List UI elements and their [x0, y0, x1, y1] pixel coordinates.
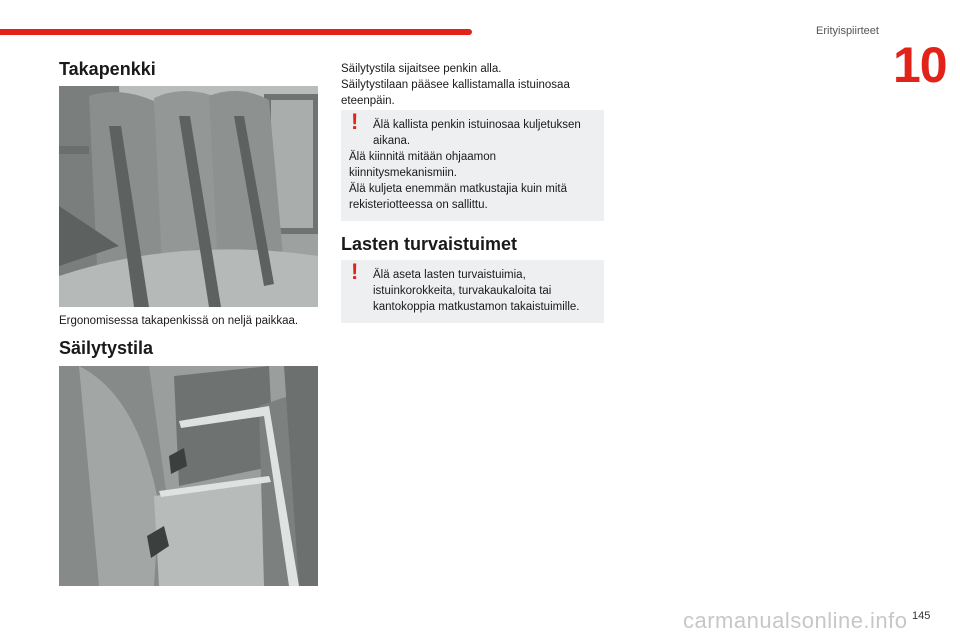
rear-seat-illustration [59, 86, 318, 307]
rear-seat-caption: Ergonomisessa takapenkissä on neljä paikkaa. [59, 315, 299, 327]
warning-line: Älä kallista penkin istuinosaa kuljetuksen aikana. [373, 119, 581, 147]
watermark: carmanualsonline.info [683, 608, 908, 633]
chapter-number: 10 [893, 37, 947, 93]
page-number: 145 [912, 610, 931, 622]
warning-box-storage [341, 110, 604, 221]
warning-box-child-seats [341, 260, 604, 323]
header-accent-bar [0, 29, 472, 35]
section-label: Erityispiirteet [816, 25, 879, 37]
heading-storage: Säilytystila [59, 338, 154, 358]
warning-line: Älä kuljeta enemmän matkustajia kuin mitä rekisteriotteessa on sallittu. [349, 183, 567, 211]
storage-description [341, 61, 611, 109]
warning-exclamation-icon: ! [351, 109, 359, 134]
warning-line: Älä kiinnitä mitään ohjaamon kiinnitysmekanismiin. [349, 151, 497, 179]
heading-rear-seat: Takapenkki [59, 59, 156, 79]
warning-line: Älä aseta lasten turvaistuimia, istuinkorokkeita, turvakaukaloita tai kantokoppia matkustamon takaistuimille. [373, 269, 580, 313]
warning-exclamation-icon: ! [351, 259, 359, 284]
storage-paragraph: Säilytystilaan pääsee kallistamalla istuinosaa eteenpäin. [341, 79, 570, 107]
storage-paragraph: Säilytystila sijaitsee penkin alla. [341, 63, 502, 75]
storage-illustration [59, 366, 318, 586]
heading-child-seats: Lasten turvaistuimet [341, 234, 518, 254]
